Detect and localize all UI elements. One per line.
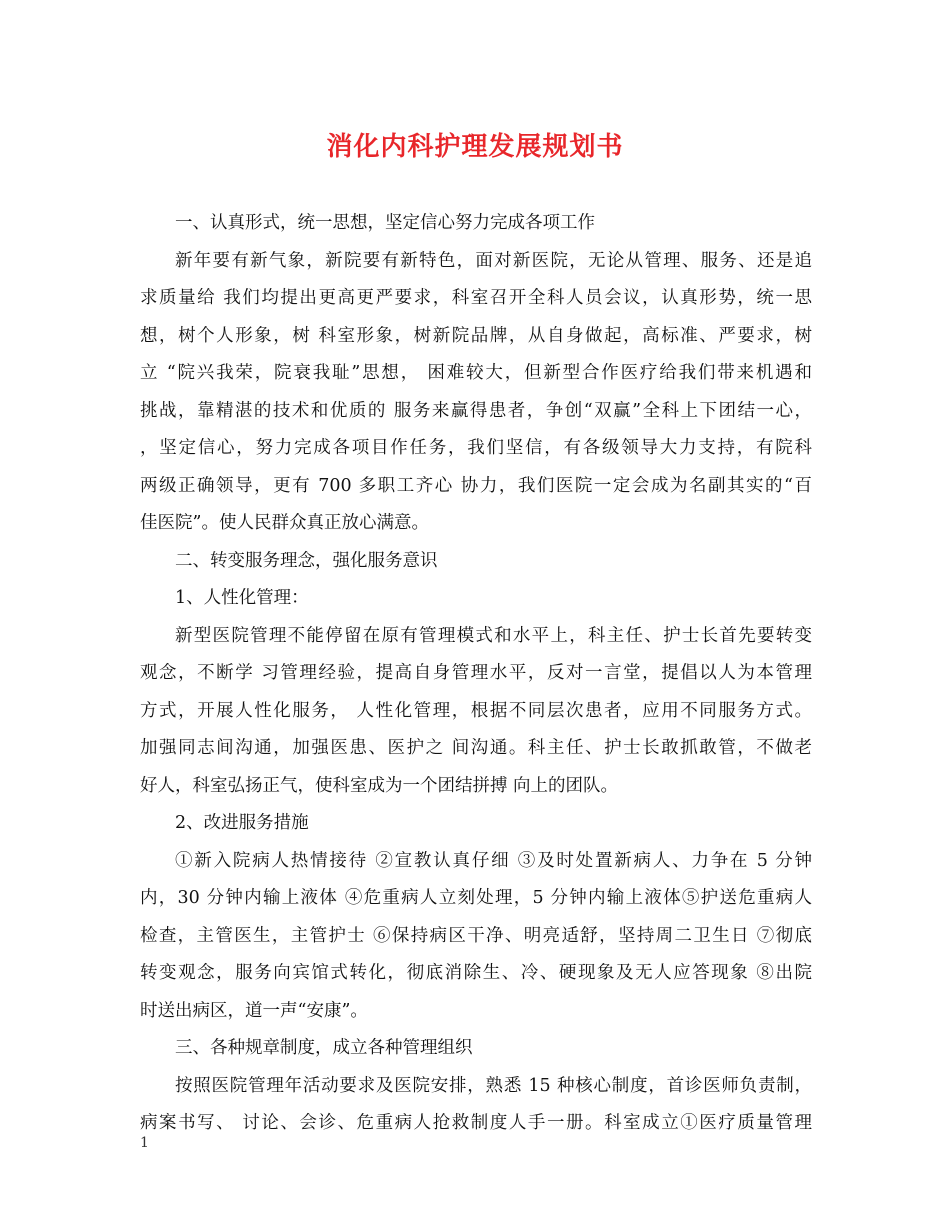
section-heading: 三、各种规章制度，成立各种管理组织 xyxy=(175,1038,473,1058)
paragraph-line: 转变观念，服务向宾馆式转化，彻底消除生、冷、硬现象及无人应答现象 ⑧出院 xyxy=(140,963,812,983)
paragraph-line: 佳医院”。使人民群众真正放心满意。 xyxy=(140,513,429,533)
document-body xyxy=(140,205,812,1143)
paragraph-line: 按照医院管理年活动要求及医院安排，熟悉 15 种核心制度，首诊医师负责制， xyxy=(175,1075,812,1096)
paragraph-line: 好人，科室弘扬正气，使科室成为一个团结拼搏 向上的团队。 xyxy=(140,775,619,796)
paragraph-line: 方式，开展人性化服务， 人性化管理，根据不同层次患者，应用不同服务方式。 xyxy=(140,700,812,721)
paragraph-line: ，坚定信心，努力完成各项目作任务，我们坚信，有各级领导大力支持，有院科 xyxy=(140,438,812,458)
paragraph-line: 求质量给 我们均提出更高更严要求，科室召开全科人员会议，认真形势，统一思 xyxy=(140,288,812,308)
paragraph-line: 时送出病区，道一声“安康”。 xyxy=(140,1000,368,1021)
paragraph-line: 新年要有新气象，新院要有新特色，面对新医院，无论从管理、服务、还是追 xyxy=(175,250,812,271)
page-number: 1 xyxy=(140,1135,149,1151)
subsection-heading: 2、改进服务措施 xyxy=(175,813,309,833)
paragraph-line: 新型医院管理不能停留在原有管理模式和水平上，科主任、护士长首先要转变 xyxy=(175,625,812,646)
paragraph-line: 两级正确领导，更有 700 多职工齐心 协力，我们医院一定会成为名副其实的“百 xyxy=(140,475,812,496)
paragraph-line: 加强同志间沟通，加强医患、医护之 间沟通。科主任、护士长敢抓敢管，不做老 xyxy=(140,738,812,758)
paragraph-line: 内，30 分钟内输上液体 ④危重病人立刻处理，5 分钟内输上液体⑤护送危重病人 xyxy=(140,888,812,908)
section-heading: 二、转变服务理念，强化服务意识 xyxy=(175,550,438,571)
paragraph-line: 检查，主管医生，主管护士 ⑥保持病区干净、明亮适舒，坚持周二卫生日 ⑦彻底 xyxy=(140,925,812,946)
paragraph-line: 想，树个人形象，树 科室形象，树新院品牌，从自身做起，高标准、严要求，树 xyxy=(140,325,812,346)
paragraph-line: 挑战，靠精湛的技术和优质的 服务来赢得患者，争创“双赢”全科上下团结一心， xyxy=(140,400,812,421)
section-heading: 一、认真形式，统一思想，坚定信心努力完成各项工作 xyxy=(175,213,595,233)
subsection-heading: 1、人性化管理： xyxy=(175,588,309,608)
document-title: 消化内科护理发展规划书 xyxy=(326,132,624,162)
paragraph-line: 病案书写、 讨论、会诊、危重病人抢救制度人手一册。科室成立①医疗质量管理 xyxy=(140,1113,812,1133)
paragraph-line: 观念，不断学 习管理经验，提高自身管理水平，反对一言堂，提倡以人为本管理 xyxy=(140,663,812,683)
paragraph-line: 立 “院兴我荣，院衰我耻”思想， 困难较大，但新型合作医疗给我们带来机遇和 xyxy=(140,363,812,383)
paragraph-line: ①新入院病人热情接待 ②宣教认真仔细 ③及时处置新病人、力争在 5 分钟 xyxy=(175,850,812,871)
